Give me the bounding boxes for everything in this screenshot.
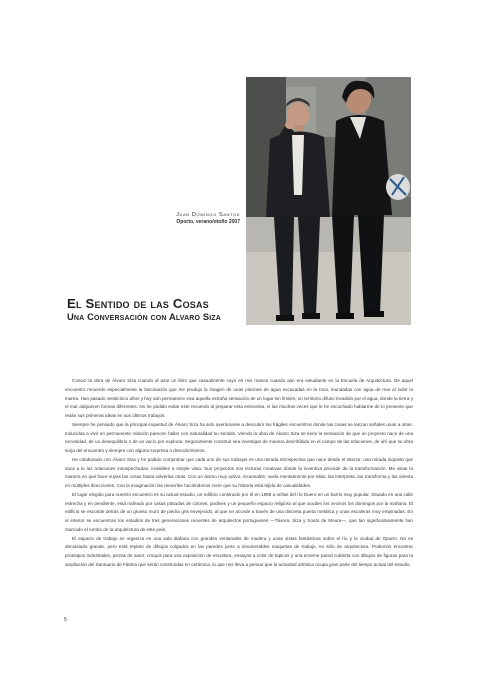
photo-two-men-walking: [246, 77, 411, 325]
article-title-block: [67, 297, 367, 322]
author-credit: [176, 212, 240, 226]
article-photo: [246, 77, 411, 325]
author-name: Juan Domingo Santos: [176, 212, 240, 218]
article-body: [65, 377, 413, 570]
author-place-date: Oporto, verano/otoño 2007: [176, 219, 240, 226]
body-paragraph: Siempre he pensado que la principal inquietud de Álvaro Siza ha sido aventurarse a descubrir los frágiles encuentros donde las cosas se lanzan señales unas a otras. Inducidas a vivir en permanente relación parecen hallar con naturalidad su sentido. Viendo la obra de Álvaro Siza se tiene la sensación de que un proyecto nace de una necesidad, de un desequilibrio o de un vacío por explorar. Seguramente construir sea investigar de manera desinhibida en el campo de las relaciones, de ahí que su obra surja del encuentro y siempre con alguna sorpresa o descubrimiento.: [65, 421, 413, 453]
article-subtitle: Una Conversación con Alvaro Siza: [67, 310, 221, 322]
body-paragraph: El lugar elegido para nuestro encuentro es su actual estudio, un edificio construido por él en 1998 a orillas del río Duero en un barrio muy popular. Situado en una calle estrecha y en pendiente, está rodeado por casas pintadas de colores, jardines y un pequeño espacio religioso al que acuden los vecinos los domingos por la mañana. El edificio se esconde detrás de un grueso muro de piedra gris envejecido, al que se accede a través de una discreta puerta metálica y unas escaleras muy empinadas. En el interior se encuentran los estudios de tres generaciones recientes de arquitectos portugueses —Távora, Siza y Souto de Moura—, que tan significativamente han marcado el rumbo de la arquitectura de este país.: [65, 491, 413, 532]
article-title: El Sentido de las Cosas: [67, 296, 209, 311]
body-paragraph: Conocí la obra de Álvaro Siza cuando al azar un libro que casualmente cayó en mis manos cuando aún era estudiante en la Escuela de Arquitectura. De aquel encuentro recuerdo especialmente la fascinación que me produjo la imagen de unas piscinas de agua excavadas en la roca, inundadas con agua de mar al subir la marea. Han pasado veinticinco años y hoy aún permanece viva aquella extraña sensación de un lugar sin límites, un territorio difuso invadido por el agua, donde la tierra y el mar adquieren formas diferentes. No he podido evitar este recuerdo al preparar esta entrevista, ni las muchas veces que le he escuchado hablarme de lo presente que están sus primeras ideas en sus últimos trabajos.: [65, 378, 413, 418]
body-paragraph: He colaborado con Álvaro Siza y he podido comprobar que cada uno de sus trabajos es una mirada introspectiva que nace desde el interior, una mirada inquieta que saca a la luz relaciones insospechadas, invisibles a simple vista. Sus proyectos son lecturas creativas donde la inventiva procede de la transformación. Me atrae la manera en que hace suyas las cosas hasta volverlas otras. Con un ánimo muy activo, incansable, vuela mentalmente por ellas, las interpreta, las transforma y las orienta en múltiples direcciones. Con la imaginación las reescribe haciéndonos creer que su historia está tejida de casualidades.: [65, 456, 413, 488]
page-number: 5: [64, 617, 67, 623]
body-paragraph: El espacio de trabajo se organiza en una sala diáfana con grandes ventanales de madera y unas vistas fantásticas sobre el río y la ciudad de Oporto. No es demasiado grande, pero está repleto de dibujos colgados en las paredes junto a innumerables maquetas de trabajo, no sólo de arquitectura. Podemos encontrar prototipos industriales, piezas de autor, croquis para una exposición de escultura, ensayos a color de tapices y una enorme pared cubierta con dibujos de figuras para la ampliación del Santuario de Fátima que serán construidas en cerámica, lo que nos lleva a pensar que la actividad artística ocupa gran parte del tiempo actual del estudio.: [65, 535, 413, 567]
